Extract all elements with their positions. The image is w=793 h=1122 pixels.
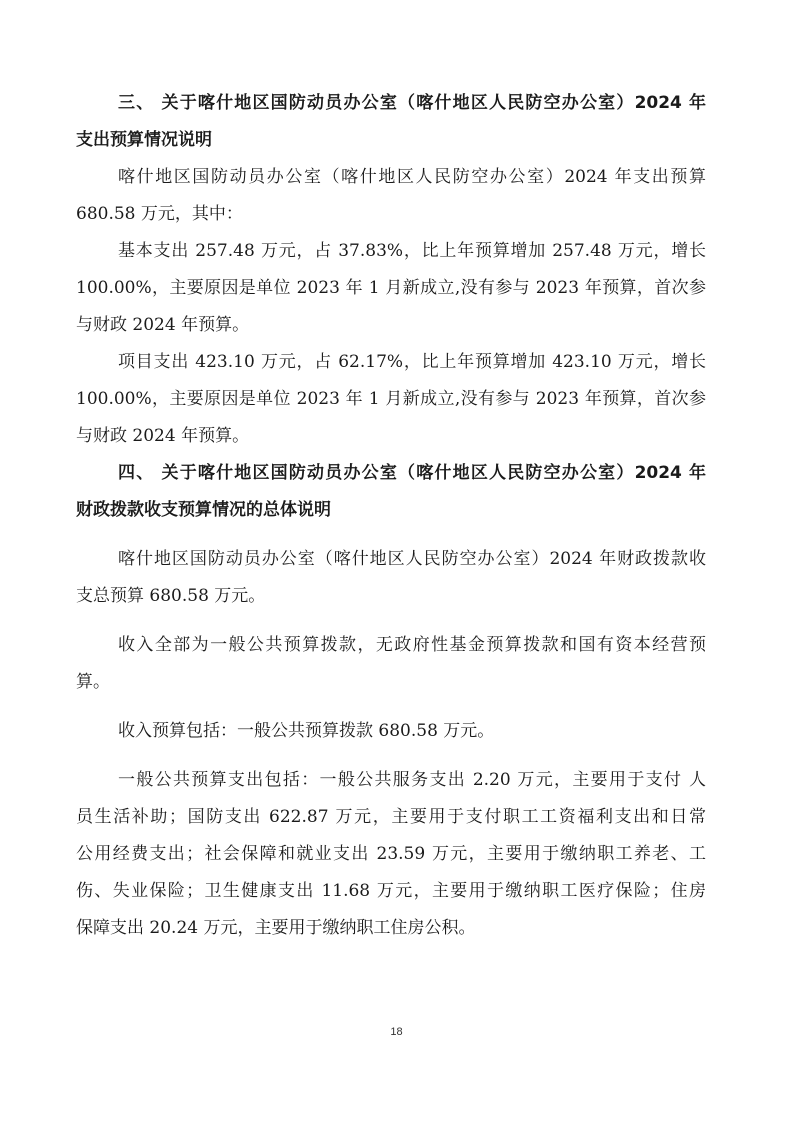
paragraph: 基本支出 257.48 万元，占 37.83%，比上年预算增加 257.48 万元，增长 xyxy=(118,241,706,261)
section-4-heading-cont: 财政拨款收支预算情况的总体说明 xyxy=(76,500,331,520)
page-number: 18 xyxy=(390,1026,403,1038)
paragraph: 680.58 万元，其中： xyxy=(76,204,243,224)
paragraph: 公用经费支出；社会保障和就业支出 23.59 万元，主要用于缴纳职工养老、工 xyxy=(76,844,706,864)
paragraph: 伤、失业保险；卫生健康支出 11.68 万元，主要用于缴纳职工医疗保险；住房 xyxy=(76,881,706,901)
paragraph: 喀什地区国防动员办公室（喀什地区人民防空办公室）2024 年财政拨款收 xyxy=(118,549,706,569)
paragraph: 收入全部为一般公共预算拨款，无政府性基金预算拨款和国有资本经营预 xyxy=(118,635,706,655)
paragraph: 100.00%，主要原因是单位 2023 年 1 月新成立,没有参与 2023 年预算，首次参 xyxy=(76,389,706,409)
paragraph: 保障支出 20.24 万元，主要用于缴纳职工住房公积。 xyxy=(76,918,476,938)
paragraph: 与财政 2024 年预算。 xyxy=(76,426,250,446)
paragraph: 100.00%，主要原因是单位 2023 年 1 月新成立,没有参与 2023 年预算，首次参 xyxy=(76,278,706,298)
paragraph: 员生活补助；国防支出 622.87 万元，主要用于支付职工工资福利支出和日常 xyxy=(76,807,706,827)
section-4-heading: 四、 关于喀什地区国防动员办公室（喀什地区人民防空办公室）2024 年 xyxy=(118,463,706,483)
section-3-heading-cont: 支出预算情况说明 xyxy=(76,130,212,150)
paragraph: 支总预算 680.58 万元。 xyxy=(76,586,266,606)
paragraph: 与财政 2024 年预算。 xyxy=(76,315,250,335)
paragraph: 一般公共预算支出包括：一般公共服务支出 2.20 万元，主要用于支付 人 xyxy=(118,770,706,790)
paragraph: 算。 xyxy=(76,672,110,692)
section-3-heading: 三、 关于喀什地区国防动员办公室（喀什地区人民防空办公室）2024 年 xyxy=(118,93,706,113)
paragraph: 收入预算包括：一般公共预算拨款 680.58 万元。 xyxy=(118,721,495,741)
paragraph: 喀什地区国防动员办公室（喀什地区人民防空办公室）2024 年支出预算 xyxy=(118,167,706,187)
paragraph: 项目支出 423.10 万元，占 62.17%，比上年预算增加 423.10 万元，增长 xyxy=(118,352,706,372)
